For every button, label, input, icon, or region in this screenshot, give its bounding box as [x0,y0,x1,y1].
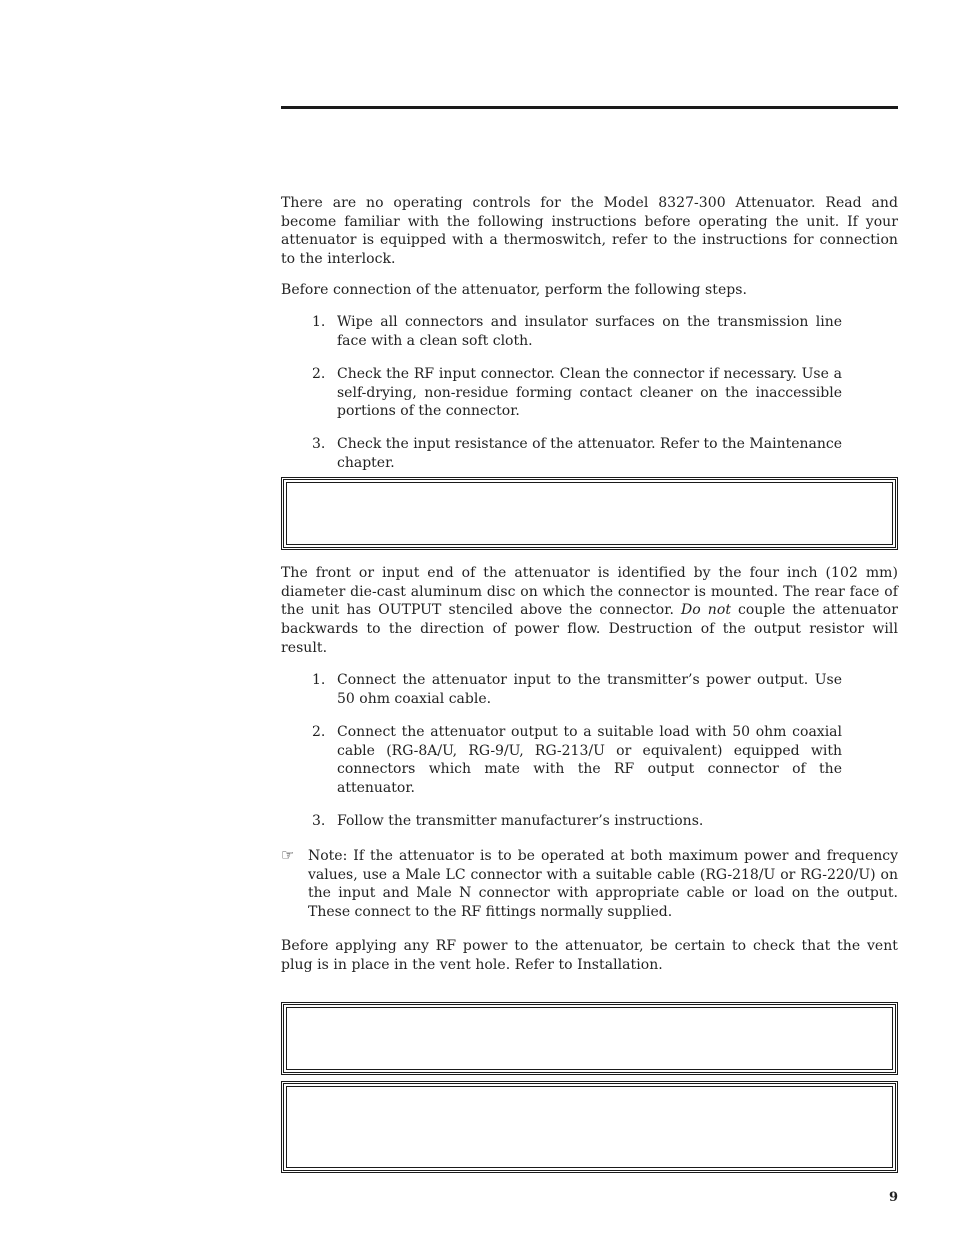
prep-lead-in: Before connection of the attenuator, perform the following steps. [281,282,748,298]
vent-paragraph: Before applying any RF power to the attenuator, be certain to check that the vent plug is in place in the vent hole. Refer to Installation. [281,938,898,973]
step-text: Connect the attenuator input to the transmitter’s power output. Use 50 ohm coaxial cable. [337,672,842,707]
pointing-hand-icon: ☞ [281,846,295,864]
step-number: 1. [312,672,326,688]
step-text: Check the RF input connector. Clean the connector if necessary. Use a self-drying, non-residue forming contact cleaner on the inaccessible portions of the connector. [337,366,842,420]
orientation-text-a: The front or input end of the attenuator is identified by the four inch (102 mm) diameter die-cast aluminum disc on which the connector is mounted. The rear face of the unit has OUTPUT stenciled above the connector. [281,565,898,619]
step-text: Check the input resistance of the attenuator. Refer to the Maintenance chapter. [337,436,842,471]
step-text: Wipe all connectors and insulator surfaces on the transmission line face with a clean soft cloth. [337,314,842,349]
orientation-text-b: couple the attenuator backwards to the direction of power flow. Destruction of the output resistor will result. [281,602,898,656]
page-number: 9 [888,1190,898,1205]
connect-step-3 [312,812,842,831]
prep-step-2 [312,365,842,421]
connect-step-2 [312,723,842,798]
step-text: Connect the attenuator output to a suitable load with 50 ohm coaxial cable (RG-8A/U, RG-9/U, RG-213/U or equivalent) equipped with connectors which mate with the RF output connector of the attenuator. [337,724,842,797]
step-number: 3. [312,436,326,452]
step-number: 2. [312,366,326,382]
orientation-paragraph [281,564,898,658]
prep-step-3 [312,435,842,472]
step-number: 2. [312,724,326,740]
orientation-emphasis: Do not [681,602,732,619]
header-rule [281,106,898,109]
step-text: Follow the transmitter manufacturer’s instructions. [337,813,704,829]
step-number: 3. [312,813,326,829]
notice-box-2 [281,1002,898,1075]
notice-box-3 [281,1081,898,1173]
note-text: Note: If the attenuator is to be operated at both maximum power and frequency values, use a Male LC connector with a suitable cable (RG-218/U or RG-220/U) on the input and Male N connector with appropriate cable or load on the output. These connect to the RF fittings normally supplied. [308,848,898,921]
intro-paragraph: There are no operating controls for the Model 8327-300 Attenuator. Read and become familiar with the following instructions before operating the unit. If your attenuator is equipped with a thermoswitch, refer to the instructions for connection to the interlock. [281,195,898,268]
step-number: 1. [312,314,326,330]
prep-step-1 [312,313,842,350]
connector-note [281,847,898,922]
connect-step-1 [312,671,842,708]
notice-box-1 [281,477,898,550]
